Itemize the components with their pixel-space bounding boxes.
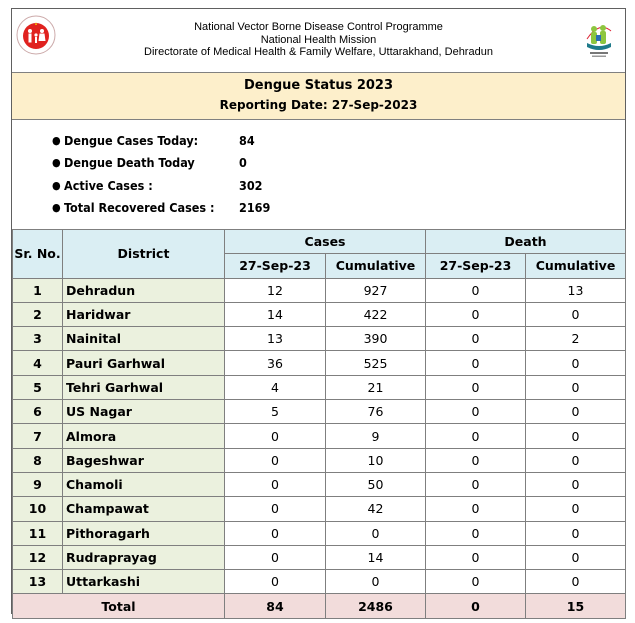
col-header-death-cumulative: Cumulative <box>526 254 626 278</box>
header-row <box>13 230 626 254</box>
summary-label: Dengue Cases Today: <box>64 132 199 148</box>
district-cell: Champawat <box>63 497 225 521</box>
table-row <box>13 278 626 302</box>
district-cell: Nainital <box>63 327 225 351</box>
sr-no-cell: 1 <box>13 278 63 302</box>
table-row <box>13 448 626 472</box>
death-today-cell: 0 <box>426 497 526 521</box>
summary-label: Dengue Death Today <box>64 155 195 171</box>
cases-cumulative-cell: 76 <box>326 400 426 424</box>
death-cumulative-cell: 0 <box>526 545 626 569</box>
cases-cumulative-cell: 50 <box>326 472 426 496</box>
death-cumulative-cell: 0 <box>526 351 626 375</box>
total-death-today: 0 <box>426 594 526 618</box>
table-row <box>13 570 626 594</box>
sr-no-cell: 9 <box>13 472 63 496</box>
death-today-cell: 0 <box>426 375 526 399</box>
header-titles <box>12 21 625 59</box>
district-cell: Pauri Garhwal <box>63 351 225 375</box>
district-cell: Chamoli <box>63 472 225 496</box>
status-title: Dengue Status 2023 <box>243 78 394 93</box>
cases-today-cell: 0 <box>225 472 326 496</box>
death-today-cell: 0 <box>426 327 526 351</box>
summary-value: 2169 <box>239 200 271 216</box>
cases-cumulative-cell: 9 <box>326 424 426 448</box>
cases-cumulative-cell: 390 <box>326 327 426 351</box>
table-row <box>13 545 626 569</box>
summary-label: Active Cases : <box>64 177 153 193</box>
district-cell: US Nagar <box>63 400 225 424</box>
death-cumulative-cell: 13 <box>526 278 626 302</box>
cases-today-cell: 0 <box>225 497 326 521</box>
cases-cumulative-cell: 422 <box>326 302 426 326</box>
cases-today-cell: 0 <box>225 545 326 569</box>
cases-today-cell: 14 <box>225 302 326 326</box>
col-header-cases: Cases <box>225 230 426 254</box>
col-header-cases-today: 27-Sep-23 <box>225 254 326 278</box>
summary-item <box>52 129 270 152</box>
death-cumulative-cell: 0 <box>526 472 626 496</box>
reporting-date: Reporting Date: 27-Sep-2023 <box>219 98 418 112</box>
death-cumulative-cell: 0 <box>526 448 626 472</box>
cases-cumulative-cell: 927 <box>326 278 426 302</box>
summary-label: Total Recovered Cases : <box>64 200 215 216</box>
cases-today-cell: 0 <box>225 424 326 448</box>
col-header-death: Death <box>426 230 626 254</box>
cases-cumulative-cell: 0 <box>326 521 426 545</box>
sr-no-cell: 7 <box>13 424 63 448</box>
nhm-uttarakhand-logo-icon <box>584 17 614 61</box>
bullet-icon: ● <box>52 178 61 192</box>
death-cumulative-cell: 0 <box>526 400 626 424</box>
mission-name: National Health Mission <box>260 33 377 46</box>
bullet-icon: ● <box>52 201 61 215</box>
table-row <box>13 327 626 351</box>
death-today-cell: 0 <box>426 570 526 594</box>
summary-item <box>52 152 270 175</box>
sr-no-cell: 10 <box>13 497 63 521</box>
summary-value: 84 <box>239 132 255 148</box>
table-row <box>13 400 626 424</box>
death-today-cell: 0 <box>426 424 526 448</box>
summary-item <box>52 197 270 220</box>
sr-no-cell: 13 <box>13 570 63 594</box>
table-row <box>13 351 626 375</box>
table-row <box>13 424 626 448</box>
summary-list <box>52 129 270 219</box>
district-cell: Rudraprayag <box>63 545 225 569</box>
col-header-death-today: 27-Sep-23 <box>426 254 526 278</box>
total-label: Total <box>13 594 225 618</box>
cases-today-cell: 0 <box>225 570 326 594</box>
report-frame <box>11 8 626 614</box>
table-row <box>13 375 626 399</box>
district-cell: Pithoragarh <box>63 521 225 545</box>
cases-today-cell: 13 <box>225 327 326 351</box>
sr-no-cell: 2 <box>13 302 63 326</box>
death-today-cell: 0 <box>426 400 526 424</box>
death-today-cell: 0 <box>426 545 526 569</box>
district-table <box>12 229 626 619</box>
death-today-cell: 0 <box>426 351 526 375</box>
sr-no-cell: 11 <box>13 521 63 545</box>
district-cell: Tehri Garhwal <box>63 375 225 399</box>
total-row <box>13 594 626 618</box>
cases-today-cell: 0 <box>225 521 326 545</box>
col-header-cases-cumulative: Cumulative <box>326 254 426 278</box>
cases-cumulative-cell: 42 <box>326 497 426 521</box>
col-header-sr-no: Sr. No. <box>13 230 63 279</box>
death-cumulative-cell: 0 <box>526 424 626 448</box>
table-row <box>13 472 626 496</box>
cases-cumulative-cell: 525 <box>326 351 426 375</box>
summary-value: 0 <box>239 155 247 171</box>
cases-today-cell: 12 <box>225 278 326 302</box>
status-band <box>12 72 625 120</box>
cases-today-cell: 4 <box>225 375 326 399</box>
district-cell: Dehradun <box>63 278 225 302</box>
sr-no-cell: 5 <box>13 375 63 399</box>
death-today-cell: 0 <box>426 278 526 302</box>
sr-no-cell: 6 <box>13 400 63 424</box>
death-today-cell: 0 <box>426 302 526 326</box>
cases-today-cell: 0 <box>225 448 326 472</box>
death-today-cell: 0 <box>426 521 526 545</box>
summary-item <box>52 174 270 197</box>
district-cell: Bageshwar <box>63 448 225 472</box>
report-header <box>12 9 625 72</box>
sr-no-cell: 3 <box>13 327 63 351</box>
cases-cumulative-cell: 14 <box>326 545 426 569</box>
sr-no-cell: 12 <box>13 545 63 569</box>
sr-no-cell: 8 <box>13 448 63 472</box>
death-cumulative-cell: 2 <box>526 327 626 351</box>
col-header-district: District <box>63 230 225 279</box>
bullet-icon: ● <box>52 133 61 147</box>
district-cell: Almora <box>63 424 225 448</box>
cases-today-cell: 36 <box>225 351 326 375</box>
summary-value: 302 <box>239 177 263 193</box>
death-cumulative-cell: 0 <box>526 497 626 521</box>
total-cases-today: 84 <box>225 594 326 618</box>
table-row <box>13 497 626 521</box>
cases-cumulative-cell: 0 <box>326 570 426 594</box>
programme-name: National Vector Borne Disease Control Programme <box>194 21 443 33</box>
cases-cumulative-cell: 10 <box>326 448 426 472</box>
directorate-name: Directorate of Medical Health & Family Welfare, Uttarakhand, Dehradun <box>144 46 493 58</box>
sr-no-cell: 4 <box>13 351 63 375</box>
death-today-cell: 0 <box>426 472 526 496</box>
death-cumulative-cell: 0 <box>526 570 626 594</box>
total-death-cumulative: 15 <box>526 594 626 618</box>
bullet-icon: ● <box>52 156 61 170</box>
death-cumulative-cell: 0 <box>526 302 626 326</box>
cases-today-cell: 5 <box>225 400 326 424</box>
total-cases-cumulative: 2486 <box>326 594 426 618</box>
table-row <box>13 521 626 545</box>
death-cumulative-cell: 0 <box>526 521 626 545</box>
death-cumulative-cell: 0 <box>526 375 626 399</box>
district-cell: Uttarkashi <box>63 570 225 594</box>
district-cell: Haridwar <box>63 302 225 326</box>
table-row <box>13 302 626 326</box>
cases-cumulative-cell: 21 <box>326 375 426 399</box>
death-today-cell: 0 <box>426 448 526 472</box>
